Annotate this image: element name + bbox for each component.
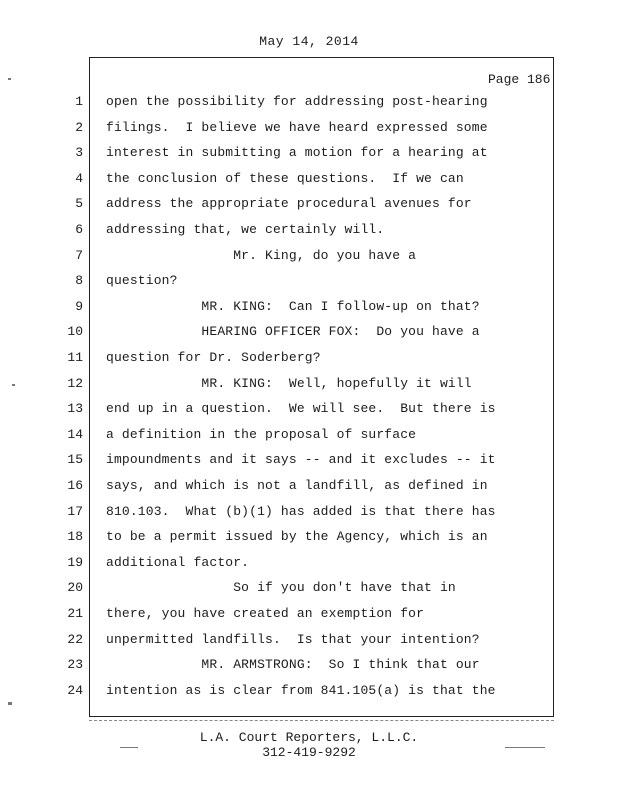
- transcript-line: Mr. King, do you have a: [106, 248, 417, 263]
- scan-speck: [8, 78, 11, 80]
- line-number: 9: [75, 299, 83, 314]
- transcript-line: end up in a question. We will see. But there is: [106, 401, 496, 416]
- footer-phone: 312-419-9292: [262, 745, 356, 760]
- transcript-line: filings. I believe we have heard expressed some: [106, 120, 488, 135]
- scan-speck: [12, 384, 15, 386]
- line-number: 1: [75, 94, 83, 109]
- line-number: 17: [67, 504, 83, 519]
- line-number: 8: [75, 273, 83, 288]
- scan-speck: [8, 702, 12, 705]
- transcript-line: to be a permit issued by the Agency, which is an: [106, 529, 488, 544]
- scan-speck: [120, 747, 138, 748]
- transcript-line: MR. ARMSTRONG: So I think that our: [106, 657, 480, 672]
- transcript-line: says, and which is not a landfill, as defined in: [106, 478, 488, 493]
- transcript-line: address the appropriate procedural avenues for: [106, 196, 472, 211]
- transcript-line: question for Dr. Soderberg?: [106, 350, 321, 365]
- line-number: 10: [67, 324, 83, 339]
- transcript-line: MR. KING: Well, hopefully it will: [106, 376, 472, 391]
- line-number: 14: [67, 427, 83, 442]
- transcript-line: the conclusion of these questions. If we can: [106, 171, 464, 186]
- line-number: 12: [67, 376, 83, 391]
- transcript-line: open the possibility for addressing post-hearing: [106, 94, 488, 109]
- line-number: 13: [67, 401, 83, 416]
- frame-divider: [89, 720, 554, 721]
- line-number: 4: [75, 171, 83, 186]
- transcript-line: intention as is clear from 841.105(a) is that the: [106, 683, 496, 698]
- transcript-date: May 14, 2014: [259, 34, 359, 49]
- transcript-line: question?: [106, 273, 178, 288]
- transcript-line: addressing that, we certainly will.: [106, 222, 385, 237]
- transcript-line: impoundments and it says -- and it excludes -- it: [106, 452, 496, 467]
- transcript-line: unpermitted landfills. Is that your intention?: [106, 632, 480, 647]
- line-number: 21: [67, 606, 83, 621]
- transcript-line: 810.103. What (b)(1) has added is that there has: [106, 504, 496, 519]
- line-number: 23: [67, 657, 83, 672]
- line-number: 16: [67, 478, 83, 493]
- transcript-line: So if you don't have that in: [106, 580, 456, 595]
- scan-speck: [505, 747, 545, 748]
- line-number: 3: [75, 145, 83, 160]
- line-number: 15: [67, 452, 83, 467]
- line-number: 19: [67, 555, 83, 570]
- transcript-line: interest in submitting a motion for a hearing at: [106, 145, 488, 160]
- line-number: 5: [75, 196, 83, 211]
- line-number: 2: [75, 120, 83, 135]
- transcript-line: additional factor.: [106, 555, 250, 570]
- line-number: 6: [75, 222, 83, 237]
- transcript-line: there, you have created an exemption for: [106, 606, 425, 621]
- line-number: 7: [75, 248, 83, 263]
- line-number: 24: [67, 683, 83, 698]
- line-number: 20: [67, 580, 83, 595]
- line-number: 22: [67, 632, 83, 647]
- transcript-line: HEARING OFFICER FOX: Do you have a: [106, 324, 480, 339]
- line-number: 11: [67, 350, 83, 365]
- page-number: Page 186: [488, 72, 551, 87]
- line-number: 18: [67, 529, 83, 544]
- transcript-line: a definition in the proposal of surface: [106, 427, 417, 442]
- footer-company: L.A. Court Reporters, L.L.C.: [199, 730, 419, 745]
- transcript-line: MR. KING: Can I follow-up on that?: [106, 299, 480, 314]
